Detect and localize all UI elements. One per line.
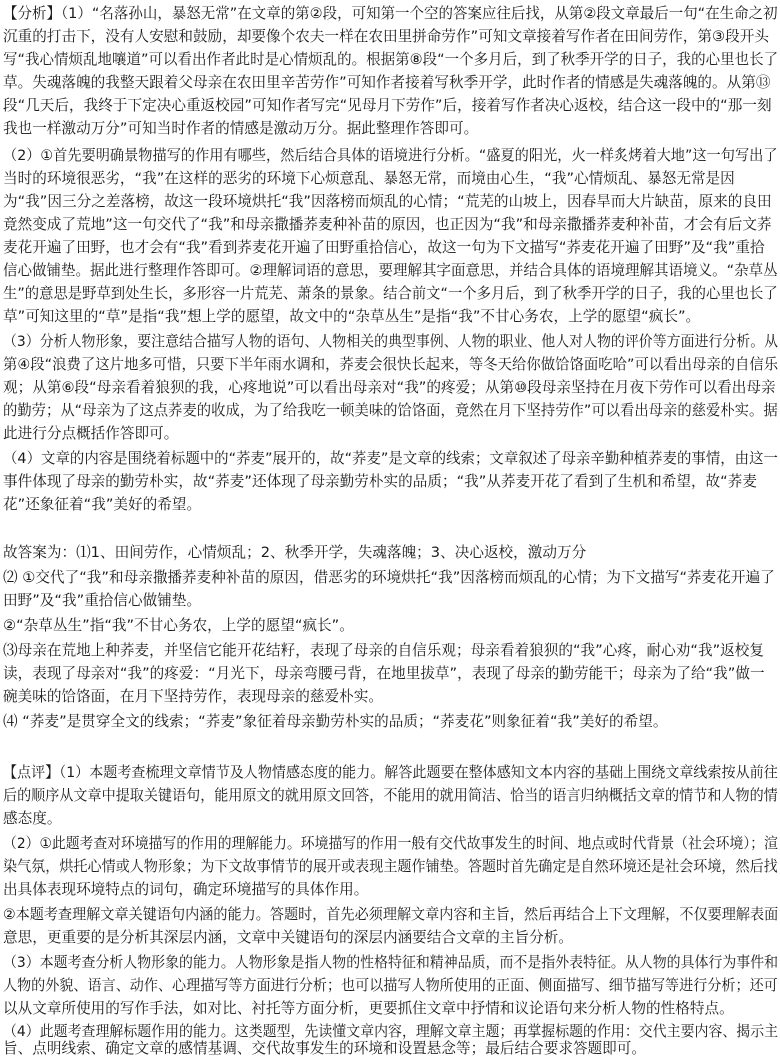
analysis-line: 草。失魂落魄的我整天跟着父母亲在农田里辛苦劳作”可知作者接着写秋季开学，此时作者的情感是失魂落魄的。从第⑬ xyxy=(3,74,771,91)
analysis-line: 【分析】（1）“名落孙山，暴怒无常”在文章的第②段，可知第一个空的答案应往后找，从第②段文章最后一句“在生命之初 xyxy=(3,5,778,22)
comment-line: 染气氛，烘托心情或人物形象；为下文故事情节的展开或表现主题作铺垫。答题时首先确定是自然环境还是社会环境，然后找 xyxy=(3,858,778,875)
analysis-line: （4）文章的内容是围绕着标题中的“荞麦”展开的，故“荞麦”是文章的线索；文章叙述了母亲辛勤种植荞麦的事情，由这一 xyxy=(3,450,778,467)
analysis-line: 此进行分点概括作答即可。 xyxy=(3,425,179,442)
analysis-line: 花”还象征着“我”美好的希望。 xyxy=(3,496,202,513)
comment-line: 出具体表现环境特点的词句，确定环境描写的具体作用。 xyxy=(3,881,369,898)
comment-line: （2）①此题考查对环境描写的作用的理解能力。环境描写的作用一般有交代故事发生的时间、地点或时代背景（社会环境）；渲 xyxy=(3,835,778,852)
comment-line: 意思，更重要的是分析其深层内涵，文章中关键语句的深层内涵要结合文章的主旨分析。 xyxy=(3,929,573,946)
analysis-line: 沉重的打击下，没有人安慰和鼓励，却要像个农夫一样在农田里拼命劳作”可知文章接着写作者在田间劳作，第③段开头 xyxy=(3,28,769,45)
analysis-line: 麦花开遍了田野，也才会有“我”看到荞麦花开遍了田野重拾信心，故这一句为下文描写“荞麦花开遍了田野”及“我”重拾 xyxy=(3,239,765,256)
comment-line: 感态度。 xyxy=(3,810,62,827)
comment-line: 后的顺序从文章中提取关键语句，能用原文的就用原文回答，不能用的就用简洁、恰当的语言归纳概括文章的情节和人物的情 xyxy=(3,787,778,804)
answer-line: ②“杂草丛生”指“我”不甘心务农，上学的愿望“疯长”。 xyxy=(3,617,354,634)
answer-line: ⑵ ①交代了“我”和母亲撒播荞麦种补苗的原因，借恶劣的环境烘托“我”因落榜而烦乱的心情；为下文描写“荞麦花开遍了 xyxy=(3,569,775,586)
analysis-line: 生”的意思是野草到处生长，多形容一片荒芜、萧条的景象。结合前文“一个多月后，到了秋季开学的日子，我的心里也长了 xyxy=(3,285,778,302)
analysis-line: 第④段“浪费了这片地多可惜，只要下半年雨水调和，荞麦会很快长起来，等冬天给你做饸饹面吃哈”可以看出母亲的自信乐 xyxy=(3,356,779,373)
comment-line: ②本题考查理解文章关键语句内涵的能力。答题时，首先必须理解文章内容和主旨，然后再结合上下文理解，不仅要理解表面 xyxy=(3,906,779,923)
analysis-line: 当时的环境很恶劣，“我”在这样的恶劣的环境下心烦意乱、暴怒无常，而境由心生，“我”心情烦乱、暴怒无常是因 xyxy=(3,170,735,187)
analysis-line: 信心做铺垫。据此进行整理作答即可。②理解词语的意思，要理解其字面意思，并结合具体的语境理解其语境义。“杂草丛 xyxy=(3,262,778,279)
answer-line: 故答案为：⑴1、田间劳作，心情烦乱；2、秋季开学，失魂落魄；3、决心返校，激动万分 xyxy=(3,544,587,561)
analysis-line: 为“我”因三分之差落榜，故这一段环境烘托“我”因落榜而烦乱的心情；“荒芜的山坡上，因春旱而大片缺苗，原来的良田 xyxy=(3,193,772,210)
analysis-line: 我也一样激动万分”可知当时作者的情感是激动万分。据此整理作答即可。 xyxy=(3,120,479,137)
analysis-line: 草”可知这里的“草”是指“我”想上学的愿望，故文中的“杂草丛生”是指“我”不甘心务农，上学的愿望“疯长”。 xyxy=(3,308,701,325)
comment-line: 【点评】（1）本题考查梳理文章情节及人物情感态度的能力。解答此题要在整体感知文本内容的基础上围绕文章线索按从前往 xyxy=(3,764,778,781)
analysis-line: 的勤劳；从“母亲为了这点荞麦的收成，为了给我吃一顿美味的饸饹面，竟然在月下坚持劳作”可以看出母亲的慈爱朴实。据 xyxy=(3,402,778,419)
comment-line: （3）本题考查分析人物形象的能力。人物形象是指人物的性格特征和精神品质，而不是指外表特征。从人物的具体行为事件和 xyxy=(3,954,779,971)
analysis-line: 写“我心情烦乱地嚷道”可以看出作者此时是心情烦乱的。根据第⑧段“一个多月后，到了秋季开学的日子，我的心里也长了 xyxy=(3,51,779,68)
answer-line: 田野”及“我”重拾信心做铺垫。 xyxy=(3,592,202,609)
answer-line: 碗美味的饸饹面，在月下坚持劳作，表现母亲的慈爱朴实。 xyxy=(3,688,383,705)
comment-line: 以从文章所使用的写作手法，如对比、衬托等方面分析，更要抓住文章中抒情和议论语句来分析人物的性格特点。 xyxy=(3,1000,734,1017)
analysis-line: 事件体现了母亲的勤劳朴实，故“荞麦”还体现了母亲勤劳朴实的品质；“我”从荞麦开花了看到了生机和希望，故“荞麦 xyxy=(3,473,757,490)
answer-line: ⑶母亲在荒地上种荞麦，并坚信它能开花结籽，表现了母亲的自信乐观；母亲看着狼狈的“我”心疼，耐心劝“我”返校复 xyxy=(3,642,765,659)
answer-line: 读，表现了母亲对“我”的疼爱：“月光下，母亲弯腰弓背，在地里拔草”，表现了母亲的勤劳能干；母亲为了给“我”做一 xyxy=(3,665,765,682)
comment-line: 人物的外貌、语言、动作、心理描写等方面进行分析；也可以描写人物所使用的正面、侧面描写、细节描写等进行分析；还可 xyxy=(3,977,778,994)
comment-line: （4）此题考查理解标题作用的能力。这类题型，先读懂文章内容，理解文章主题；再掌握标题的作用：交代主要内容、揭示主 xyxy=(3,1023,779,1040)
analysis-line: （2）①首先要明确景物描写的作用有哪些，然后结合具体的语境进行分析。“盛夏的阳光，火一样炙烤着大地”这一句写出了 xyxy=(3,147,778,164)
answer-line: ⑷ “荞麦”是贯穿全文的线索；“荞麦”象征着母亲勤劳朴实的品质；“荞麦花”则象征着“我”美好的希望。 xyxy=(3,713,668,730)
comment-line: 旨、点明线索、确定文章的感情基调、交代故事发生的环境和设置悬念等；最后结合要求答题即可。 xyxy=(3,1040,647,1057)
analysis-line: 段“几天后，我终于下定决心重返校园”可知作者写完“见母月下劳作”后，接着写作者决心返校，结合这一段中的“那一刻 xyxy=(3,97,772,114)
analysis-line: （3）分析人物形象，要注意结合描写人物的语句、人物相关的典型事例、人物的职业、他人对人物的评价等方面进行分析。从 xyxy=(3,333,779,350)
analysis-line: 竟然变成了荒地”这一句交代了“我”和母亲撒播荞麦种补苗的原因，也正因为“我”和母亲撒播荞麦种补苗，才会有后文荞 xyxy=(3,216,772,233)
analysis-line: 观；从第⑥段“母亲看着狼狈的我，心疼地说”可以看出母亲对“我”的疼爱；从第⑩段母亲坚持在月夜下劳作可以看出母亲 xyxy=(3,379,776,396)
